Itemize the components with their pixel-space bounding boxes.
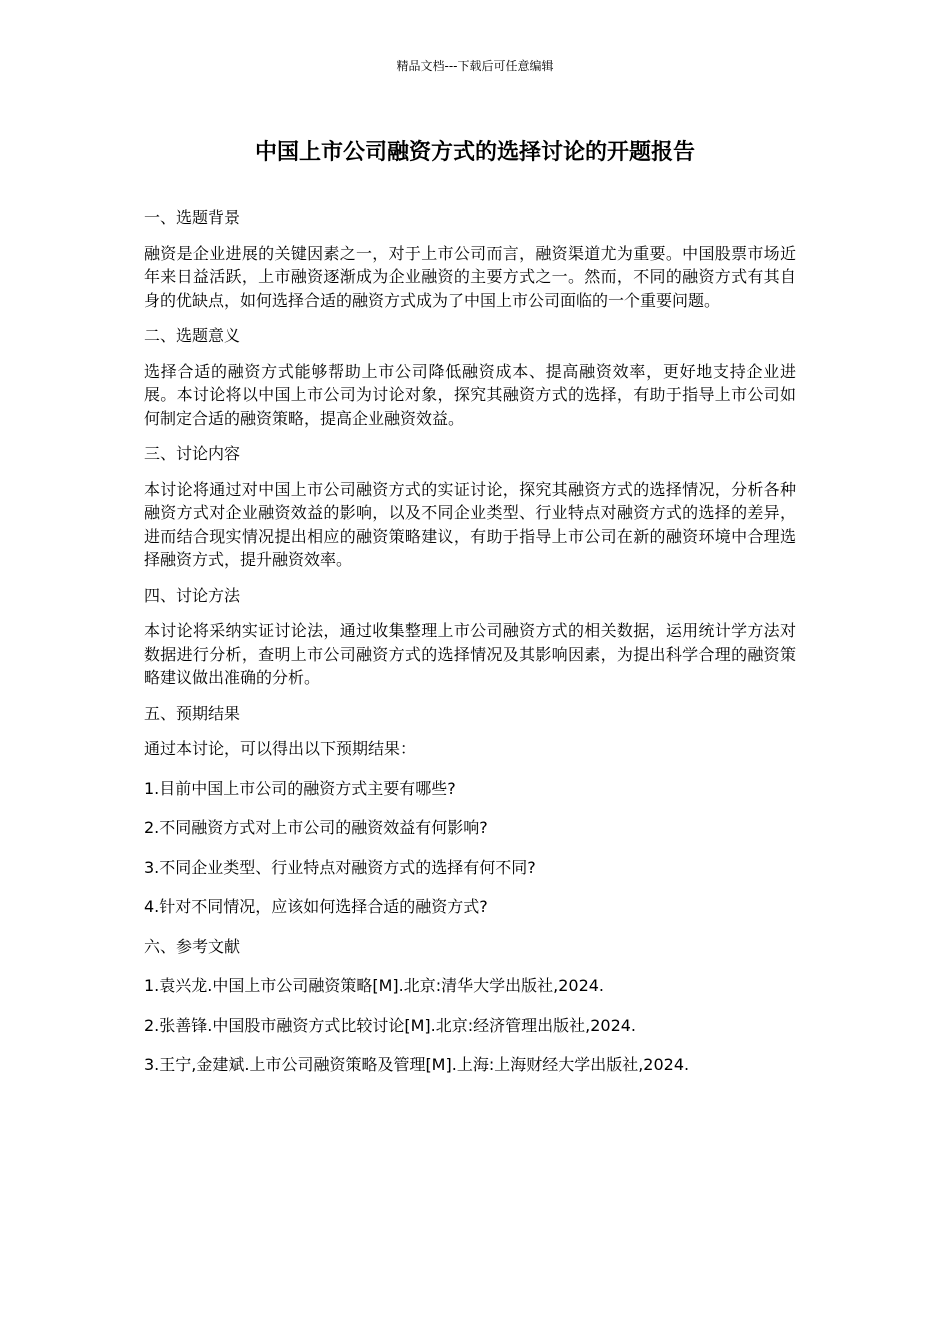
reference-item: 3.王宁,金建斌.上市公司融资策略及管理[M].上海:上海财经大学出版社,2024. <box>144 1055 690 1074</box>
document-title: 中国上市公司融资方式的选择讨论的开题报告 <box>254 140 695 165</box>
list-item: 2.不同融资方式对上市公司的融资效益有何影响? <box>144 818 488 837</box>
paragraph-background: 融资是企业进展的关键因素之一，对于上市公司而言，融资渠道尤为重要。中国股票市场近年来日益活跃，上市融资逐渐成为企业融资的主要方式之一。然而，不同的融资方式有其自身的优缺点，如何选择合适的融资方式成为了中国上市公司面临的一个重要问题。 <box>144 243 796 310</box>
section-heading-method: 四、讨论方法 <box>144 585 241 605</box>
list-item: 4.针对不同情况，应该如何选择合适的融资方式? <box>144 897 488 916</box>
list-item: 1.目前中国上市公司的融资方式主要有哪些? <box>144 778 456 798</box>
section-heading-references: 六、参考文献 <box>144 936 241 956</box>
paragraph-method: 本讨论将采纳实证讨论法，通过收集整理上市公司融资方式的相关数据，运用统计学方法对数据进行分析，查明上市公司融资方式的选择情况及其影响因素，为提出科学合理的融资策略建议做出准确的分析。 <box>144 621 796 687</box>
section-heading-expected-results: 五、预期结果 <box>144 703 241 723</box>
header-note: 精品文档---下载后可任意编辑 <box>396 59 554 73</box>
section-heading-content: 三、讨论内容 <box>144 444 241 463</box>
paragraph-significance: 选择合适的融资方式能够帮助上市公司降低融资成本、提高融资效率，更好地支持企业进展。本讨论将以中国上市公司为讨论对象，探究其融资方式的选择，有助于指导上市公司如何制定合适的融资策略，提高企业融资效益。 <box>144 361 796 428</box>
reference-item: 1.袁兴龙.中国上市公司融资策略[M].北京:清华大学出版社,2024. <box>144 976 605 995</box>
section-heading-background: 一、选题背景 <box>144 208 241 227</box>
document-body <box>144 206 796 1077</box>
reference-item: 2.张善锋.中国股市融资方式比较讨论[M].北京:经济管理出版社,2024. <box>144 1015 637 1035</box>
paragraph-content: 本讨论将通过对中国上市公司融资方式的实证讨论，探究其融资方式的选择情况，分析各种融资方式对企业融资效益的影响，以及不同企业类型、行业特点对融资方式的选择的差异，进而结合现实情况提出相应的融资策略建议，有助于指导上市公司在新的融资环境中合理选择融资方式，提升融资效率。 <box>144 479 796 569</box>
paragraph-expected-intro: 通过本讨论，可以得出以下预期结果： <box>144 739 417 758</box>
list-item: 3.不同企业类型、行业特点对融资方式的选择有何不同? <box>144 857 536 877</box>
section-heading-significance: 二、选题意义 <box>144 326 241 345</box>
